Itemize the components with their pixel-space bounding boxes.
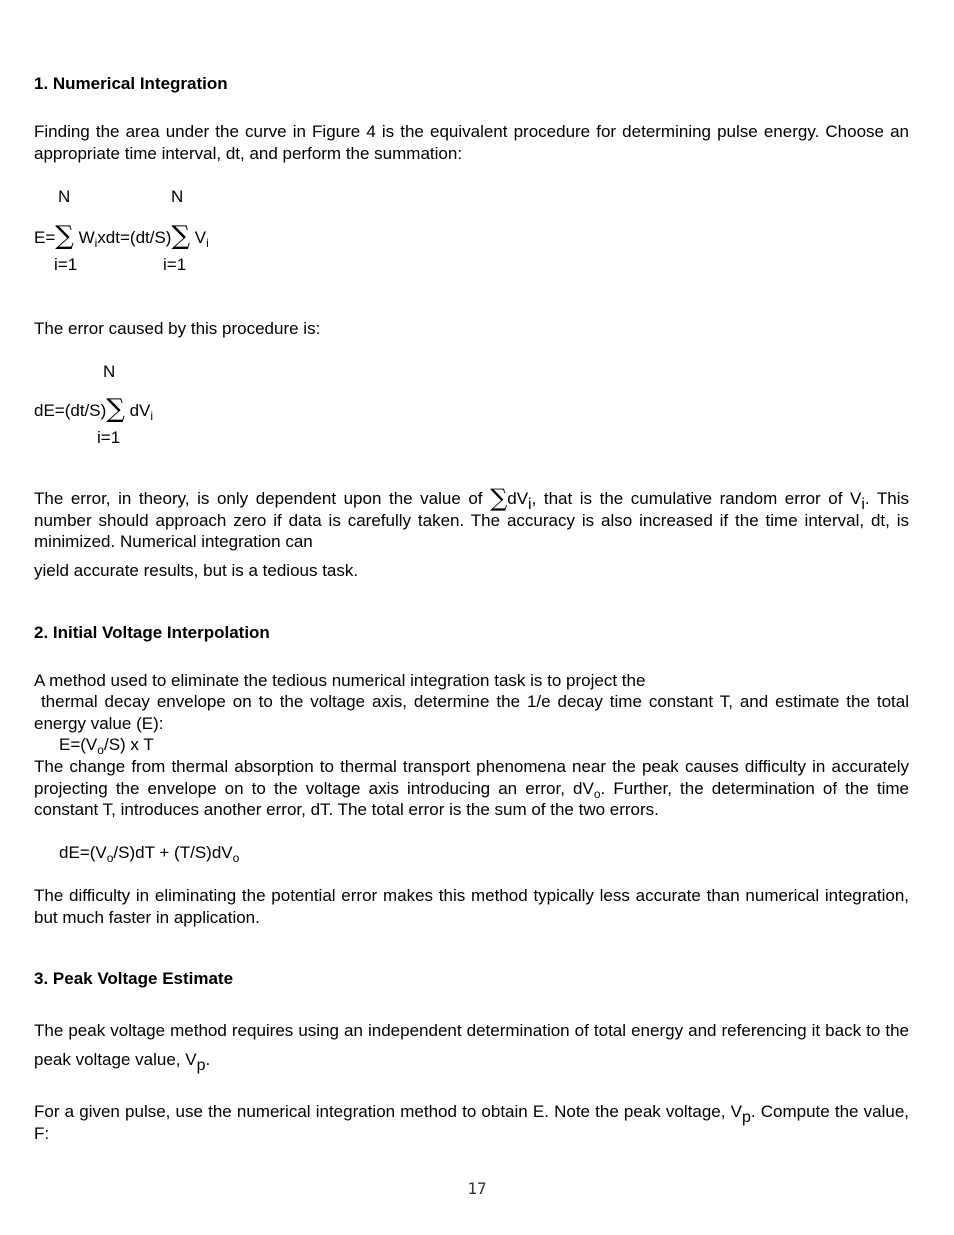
error-text-2: dV	[507, 489, 529, 508]
sec2-err-b: /S)dT + (T/S)dV	[113, 843, 233, 862]
error-text-rest: This number should approach zero if data is carefully taken. The accuracy is also increased if the time interval, dt, is minimized. Numerical integration can	[34, 489, 909, 551]
error-text-4: .	[864, 489, 870, 508]
sec3-paragraph-2	[34, 1101, 909, 1144]
sec2-paragraph	[34, 756, 909, 821]
eq1-v: V	[194, 228, 207, 247]
eq1-expression	[34, 221, 209, 251]
sec3-p2-sub: p	[741, 1109, 751, 1126]
error-text-1: The error, in theory, is only dependent upon the value of	[34, 489, 491, 508]
sec3-p2-end: . Compute the value, F:	[34, 1102, 909, 1143]
error-intro: The error caused by this procedure is:	[34, 319, 321, 338]
eq1-lower-limit-1: i=1	[54, 255, 78, 274]
sec2-p1: The change from thermal absorption to thermal transport phenomena near the peak causes difficulty in accurately projecting the envelope on to the voltage axis introducing an error, dV	[34, 757, 909, 798]
sec2-closing: The difficulty in eliminating the potential error makes this method typically less accurate than numerical integration, but much faster in application.	[34, 886, 909, 927]
error-text-3: , that is the cumulative random error of V	[531, 489, 862, 508]
eq1-upper-limit-1: N	[58, 187, 71, 206]
eq2-term: dV	[124, 401, 151, 420]
eq1-upper-limit-2: N	[171, 187, 184, 206]
error-sub-2: i	[861, 496, 865, 513]
sec2-error-equation	[59, 842, 239, 863]
paragraph-error-explanation	[34, 484, 909, 553]
eq1-w: W	[78, 228, 95, 247]
sigma-symbol: ∑	[490, 484, 508, 512]
sec2-eq-b: /S) x T	[103, 735, 154, 754]
sec3-p2: For a given pulse, use the numerical integration method to obtain E. Note the peak voltage, V	[34, 1102, 742, 1121]
paragraph-error-last-line: yield accurate results, but is a tedious task.	[34, 561, 359, 580]
sec2-p1-end: . Further, the determination of the time constant T, introduces another error, dT. The total error is the sum of the two errors.	[34, 778, 910, 819]
sec3-p1-end: .	[205, 1050, 211, 1069]
eq2-expression	[34, 394, 154, 424]
section-heading-peak-voltage: 3. Peak Voltage Estimate	[34, 969, 234, 988]
eq2-upper-limit: N	[103, 362, 116, 381]
eq2-lower-limit: i=1	[97, 428, 121, 447]
sec2-err-sub2: o	[232, 851, 240, 865]
eq1-lhs: E=	[34, 228, 56, 247]
section-heading-initial-voltage: 2. Initial Voltage Interpolation	[34, 623, 270, 642]
sec3-p1-sub: p	[196, 1057, 206, 1074]
sec2-err-sub1: o	[106, 851, 114, 865]
sigma-symbol: ∑	[171, 221, 191, 251]
sec2-err-a: dE=(V	[59, 843, 107, 862]
sigma-symbol: ∑	[55, 221, 74, 251]
sec3-paragraph-1	[34, 1016, 909, 1074]
eq1-w-sub: i	[94, 236, 98, 250]
section-heading-numerical-integration: 1. Numerical Integration	[34, 74, 228, 93]
page-number: 17	[467, 1179, 487, 1198]
sec2-energy-equation	[59, 734, 154, 755]
sec2-p1-sub: o	[593, 786, 601, 801]
eq1-mid: xdt=(dt/S)	[97, 228, 172, 247]
sec2-eq-sub: o	[97, 743, 104, 757]
eq2-term-sub: i	[150, 409, 154, 423]
sigma-symbol: ∑	[106, 394, 125, 424]
paragraph-intro: Finding the area under the curve in Figure 4 is the equivalent procedure for determining pulse energy. Choose an appropriate time interval, dt, and perform the summation:	[34, 122, 909, 163]
eq1-v-sub: i	[206, 236, 209, 250]
eq1-lower-limit-2: i=1	[163, 255, 187, 274]
sec2-line1: A method used to eliminate the tedious numerical integration task is to project the	[34, 671, 646, 690]
sec2-line2: thermal decay envelope on to the voltage axis, determine the 1/e decay time constant T, and estimate the total energy value (E):	[34, 692, 914, 733]
eq2-lhs: dE=(dt/S)	[34, 401, 107, 420]
error-sub-1: i	[528, 496, 532, 513]
sec3-p1: The peak voltage method requires using an independent determination of total energy and referencing it back to the peak voltage value, V	[34, 1021, 909, 1069]
sec2-eq-a: E=(V	[59, 735, 98, 754]
